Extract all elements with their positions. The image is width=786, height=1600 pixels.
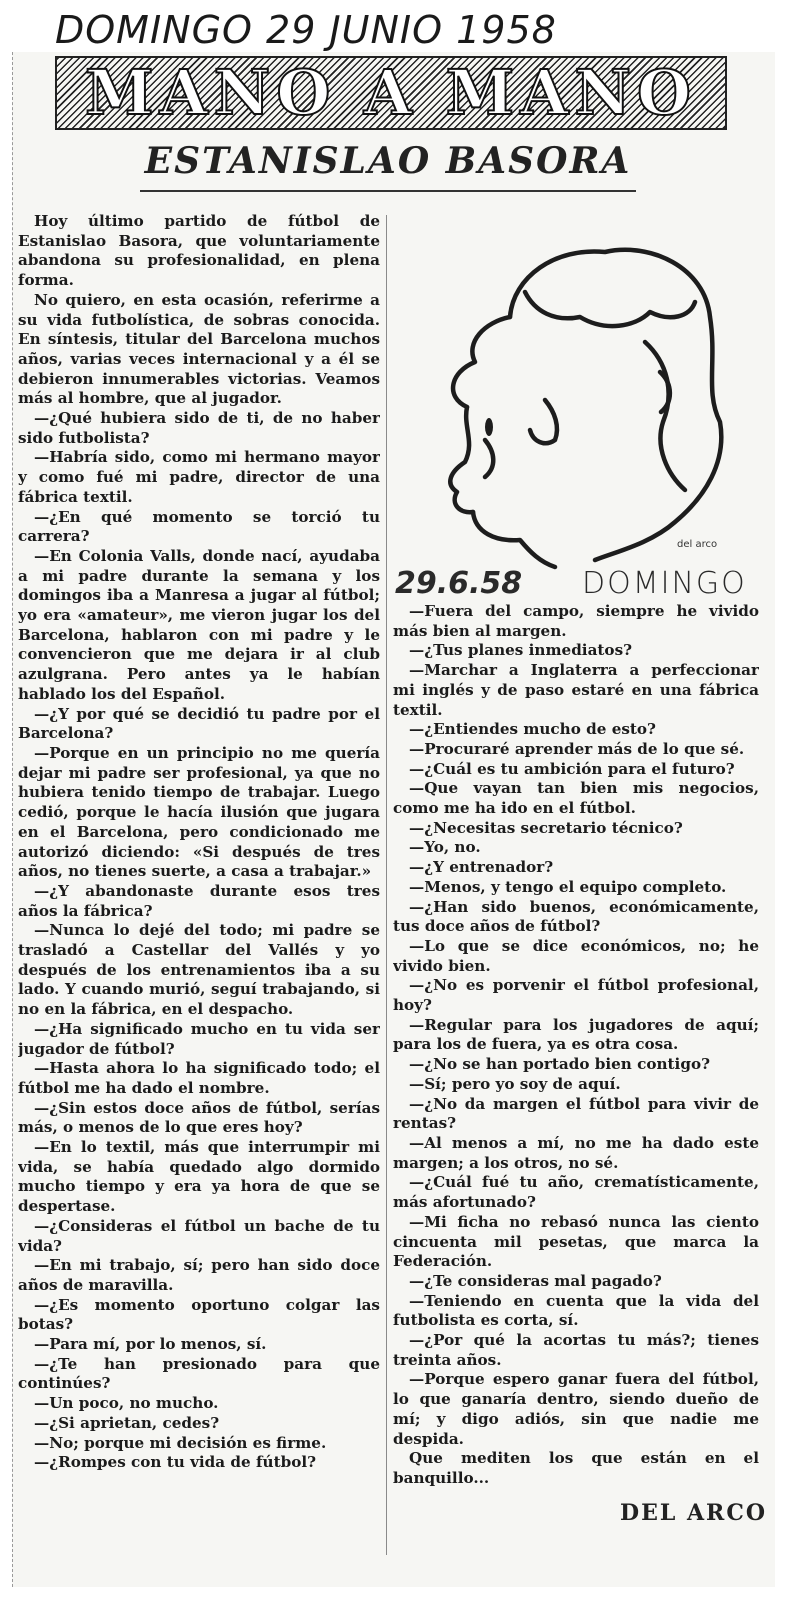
paragraph: —¿Necesitas secretario técnico? — [409, 818, 683, 837]
paragraph: —¿No es porvenir el fútbol profesional, hoy? — [393, 976, 759, 1015]
paragraph: —Habría sido, como mi hermano mayor y como fué mi padre, director de una fábrica textil. — [18, 448, 380, 506]
banner-title: MANO A MANO — [84, 56, 698, 129]
paragraph: —¿Y abandonaste durante esos tres años la fábrica? — [18, 881, 380, 920]
section-banner — [55, 56, 727, 130]
paragraph: —¿Consideras el fútbol un bache de tu vida? — [18, 1216, 380, 1255]
paragraph: —Porque espero ganar fuera del fútbol, lo que ganaría dentro, siendo dueño de mí; y digo adiós, sin que nadie me despida. — [393, 1370, 759, 1448]
paragraph: —Teniendo en cuenta que la vida del futbolista es corta, sí. — [393, 1291, 759, 1330]
paragraph: —¿No se han portado bien contigo? — [409, 1055, 710, 1074]
paragraph: Que mediten los que están en el banquillo... — [393, 1449, 759, 1487]
column-divider — [386, 215, 387, 1555]
paragraph: —¿Han sido buenos, económicamente, tus doce años de fútbol? — [393, 897, 759, 936]
handwritten-date: DOMINGO 29 JUNIO 1958 — [55, 8, 557, 52]
paragraph: —¿En qué momento se torció tu carrera? — [18, 507, 380, 546]
paragraph: —Nunca lo dejé del todo; mi padre se trasladó a Castellar del Vallés y yo después de los entrenamientos iba a su lado. Y cuando murió, seguí trabajando, si no en la fábrica, en el despacho. — [18, 921, 380, 1019]
paragraph: —Un poco, no mucho. — [34, 1394, 219, 1413]
paragraph: —¿Tus planes inmediatos? — [409, 641, 633, 660]
paragraph: —Fuera del campo, siempre he vivido más bien al margen. — [393, 602, 759, 640]
paragraph: —¿Cuál fué tu año, crematísticamente, más afortunado? — [393, 1173, 759, 1212]
paragraph: —Para mí, por lo menos, sí. — [34, 1335, 267, 1354]
paragraph: —¿Es momento oportuno colgar las botas? — [18, 1295, 380, 1334]
paragraph: —En mi trabajo, sí; pero han sido doce años de maravilla. — [18, 1256, 380, 1294]
paragraph: —Porque en un principio no me quería dejar mi padre ser profesional, ya que no hubiera tenido tiempo de trabajar. Luego cedió, porque le hacía ilusión que jugara en el Barcelona, pero condicionado me autorizó diciendo: «Si después de tres años, no tienes suerte, a casa a trabajar.» — [18, 743, 380, 881]
paragraph: —¿Por qué la acortas tu más?; tienes treinta años. — [393, 1331, 759, 1369]
article-right-column — [393, 602, 759, 1497]
paragraph: —Sí; pero yo soy de aquí. — [409, 1074, 621, 1093]
headline-underline — [140, 190, 636, 192]
paragraph: —¿Ha significado mucho en tu vida ser jugador de fútbol? — [18, 1019, 380, 1058]
paragraph: —¿No da margen el fútbol para vivir de rentas? — [393, 1094, 759, 1133]
paragraph: —En lo textil, más que interrumpir mi vida, se había quedado algo dormido mucho tiempo y era ya hora de que se despertase. — [18, 1138, 380, 1216]
paragraph: —Al menos a mí, no me ha dado este margen; a los otros, no sé. — [393, 1133, 759, 1172]
paragraph: Hoy último partido de fútbol de Estanislao Basora, que voluntariamente abandona su profesionalidad, en plena forma. — [18, 212, 380, 290]
paragraph: —¿Sin estos doce años de fútbol, serías más, o menos de lo que eres hoy? — [18, 1098, 380, 1137]
paragraph: —Que vayan tan bien mis negocios, como me ha ido en el fútbol. — [393, 779, 759, 818]
paragraph: —Mi ficha no rebasó nunca las ciento cincuenta mil pesetas, que marca la Federación. — [393, 1212, 759, 1271]
paragraph: —¿Te han presionado para que continúes? — [18, 1354, 380, 1393]
paragraph: —¿Si aprietan, cedes? — [34, 1413, 220, 1432]
eye-mark — [485, 418, 493, 436]
paragraph: —Lo que se dice económicos, no; he vivido bien. — [393, 936, 759, 975]
paragraph: —¿Y por qué se decidió tu padre por el Barcelona? — [18, 704, 380, 743]
article-left-column — [18, 212, 380, 1572]
paragraph: —Yo, no. — [409, 838, 481, 857]
paragraph: —¿Te consideras mal pagado? — [409, 1271, 662, 1290]
byline: DEL ARCO — [620, 1500, 768, 1526]
paragraph: No quiero, en esta ocasión, referirme a su vida futbolística, de sobras conocida. En síntesis, titular del Barcelona muchos años, varias veces internacional y a él se debieron innumerables victorias. Veamos más al hombre, que al jugador. — [18, 290, 380, 408]
paragraph: —¿Qué hubiera sido de ti, de no haber sido futbolista? — [18, 409, 380, 447]
caricature-illustration — [405, 222, 765, 582]
article-headline: ESTANISLAO BASORA — [144, 140, 632, 182]
artist-signature: del arco — [677, 539, 718, 550]
paragraph: —En Colonia Valls, donde nací, ayudaba a mi padre durante la semana y los domingos iba a Manresa a jugar al fútbol; yo era «amateur», me vieron jugar los del Barcelona, hablaron con mi padre y le convencieron que me dejara ir al club azulgrana. Pero antes ya le habían hablado los del Español. — [18, 546, 380, 703]
paragraph: —¿Cuál es tu ambición para el futuro? — [409, 759, 735, 778]
sketch-day: DOMINGO — [582, 566, 747, 601]
paragraph: —¿Rompes con tu vida de fútbol? — [34, 1453, 316, 1472]
sketch-date: 29.6.58 — [395, 566, 523, 601]
paragraph: —Procuraré aprender más de lo que sé. — [409, 739, 745, 758]
paragraph: —Hasta ahora lo ha significado todo; el fútbol me ha dado el nombre. — [18, 1059, 380, 1097]
paragraph: —Menos, y tengo el equipo completo. — [409, 877, 727, 896]
paragraph: —¿Entiendes mucho de esto? — [409, 720, 656, 739]
paragraph: —Marchar a Inglaterra a perfeccionar mi inglés y de paso estaré en una fábrica textil. — [393, 661, 759, 719]
paragraph: —Regular para los jugadores de aquí; para los de fuera, ya es otra cosa. — [393, 1015, 759, 1054]
paragraph: —¿Y entrenador? — [409, 858, 554, 877]
paragraph: —No; porque mi decisión es firme. — [34, 1433, 327, 1452]
